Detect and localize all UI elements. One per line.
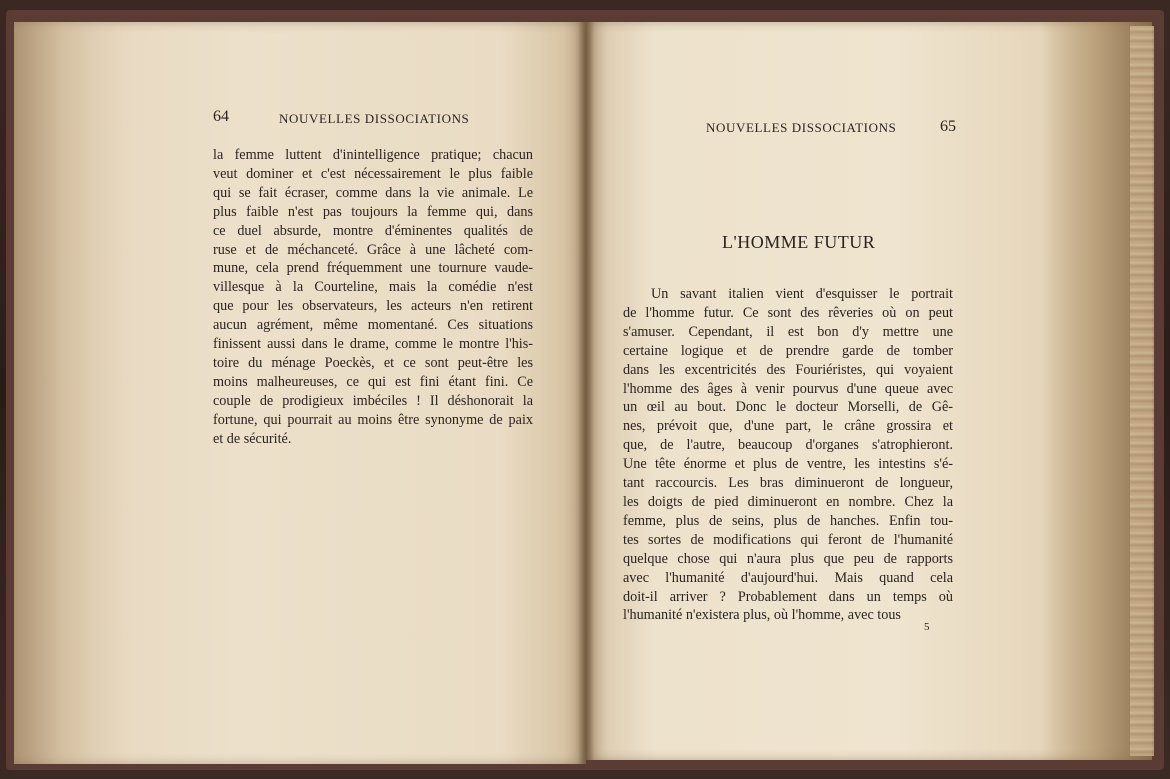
text-line: moins malheureuses, ce qui est fini étant fini. Ce xyxy=(213,373,533,390)
text-line: mune, cela prend fréquemment une tournure vaude- xyxy=(213,260,533,277)
text-line: Une tête énorme et plus de ventre, les intestins s'é- xyxy=(623,456,953,473)
text-line: que pour les observateurs, les acteurs n'en retirent xyxy=(213,298,533,315)
text-line: que, de l'autre, beaucoup d'organes s'atrophieront. xyxy=(623,437,953,454)
text-line: Un savant italien vient d'esquisser le portrait xyxy=(651,286,953,302)
text-line: ce duel absurde, montre d'éminentes qualités de xyxy=(213,222,533,239)
text-line: couple de prodigieux imbéciles ! Il déshonorait la xyxy=(213,392,533,409)
text-line: de l'homme futur. Ce sont des rêveries où on peut xyxy=(623,304,953,321)
text-line: la femme luttent d'inintelligence pratique; chacun xyxy=(213,147,533,163)
text-line: plus faible n'est pas toujours la femme qui, dans xyxy=(213,203,533,220)
text-line: l'homme des âges à venir pourvus d'une queue avec xyxy=(623,380,953,397)
text-line: veut dominer et c'est nécessairement le plus faible xyxy=(213,165,533,182)
right-page-number: 65 xyxy=(940,118,956,135)
text-line: les doigts de pied diminueront en nombre. Chez la xyxy=(623,493,953,510)
text-line: un œil au bout. Donc le docteur Morselli, de Gê- xyxy=(623,399,953,416)
text-line: finissent aussi dans le drame, comme le montre l'his- xyxy=(213,336,533,353)
text-line: doit-il arriver ? Probablement dans un temps où xyxy=(623,588,953,605)
text-line: quelque chose qui n'aura plus que peu de rapports xyxy=(623,550,953,567)
text-line: certaine logique et de prendre garde de tomber xyxy=(623,342,953,359)
text-line: fortune, qui pourrait au moins être synonyme de paix xyxy=(213,411,533,428)
book-gutter xyxy=(578,22,594,764)
text-line: toire du ménage Poeckès, et ce sont peut-être les xyxy=(213,354,533,371)
left-running-head: NOUVELLES DISSOCIATIONS xyxy=(279,111,470,126)
text-line: ruse et de méchanceté. Grâce à une lâcheté com- xyxy=(213,241,533,258)
text-line: dans les excentricités des Fouriéristes, qui voyaient xyxy=(623,361,953,378)
signature-mark: 5 xyxy=(924,621,930,633)
text-line: tant raccourcis. Les bras diminueront de longueur, xyxy=(623,475,953,492)
left-page-body xyxy=(213,146,533,449)
right-running-head: NOUVELLES DISSOCIATIONS xyxy=(706,120,897,135)
text-line: nes, prévoit que, d'une part, le crâne grossira et xyxy=(623,418,953,435)
right-page-body xyxy=(623,285,953,625)
text-line: tes sortes de modifications qui feront de l'humanité xyxy=(623,531,953,548)
text-line: qui se fait écraser, comme dans la vie animale. Le xyxy=(213,184,533,201)
text-line: aucun agrément, même momentané. Ces situations xyxy=(213,317,533,334)
text-line: villesque à la Courteline, mais la comédie n'est xyxy=(213,279,533,296)
page-edges xyxy=(1130,26,1154,756)
text-line: et de sécurité. xyxy=(213,430,292,447)
left-page-number: 64 xyxy=(213,108,229,125)
text-line: avec l'humanité d'aujourd'hui. Mais quand cela xyxy=(623,569,953,586)
text-line: femme, plus de seins, plus de hanches. Enfin tou- xyxy=(623,512,953,529)
text-line: l'humanité n'existera plus, où l'homme, avec tous xyxy=(623,607,901,624)
text-line: s'amuser. Cependant, il est bon d'y mettre une xyxy=(623,323,953,340)
chapter-title: L'HOMME FUTUR xyxy=(722,232,876,252)
